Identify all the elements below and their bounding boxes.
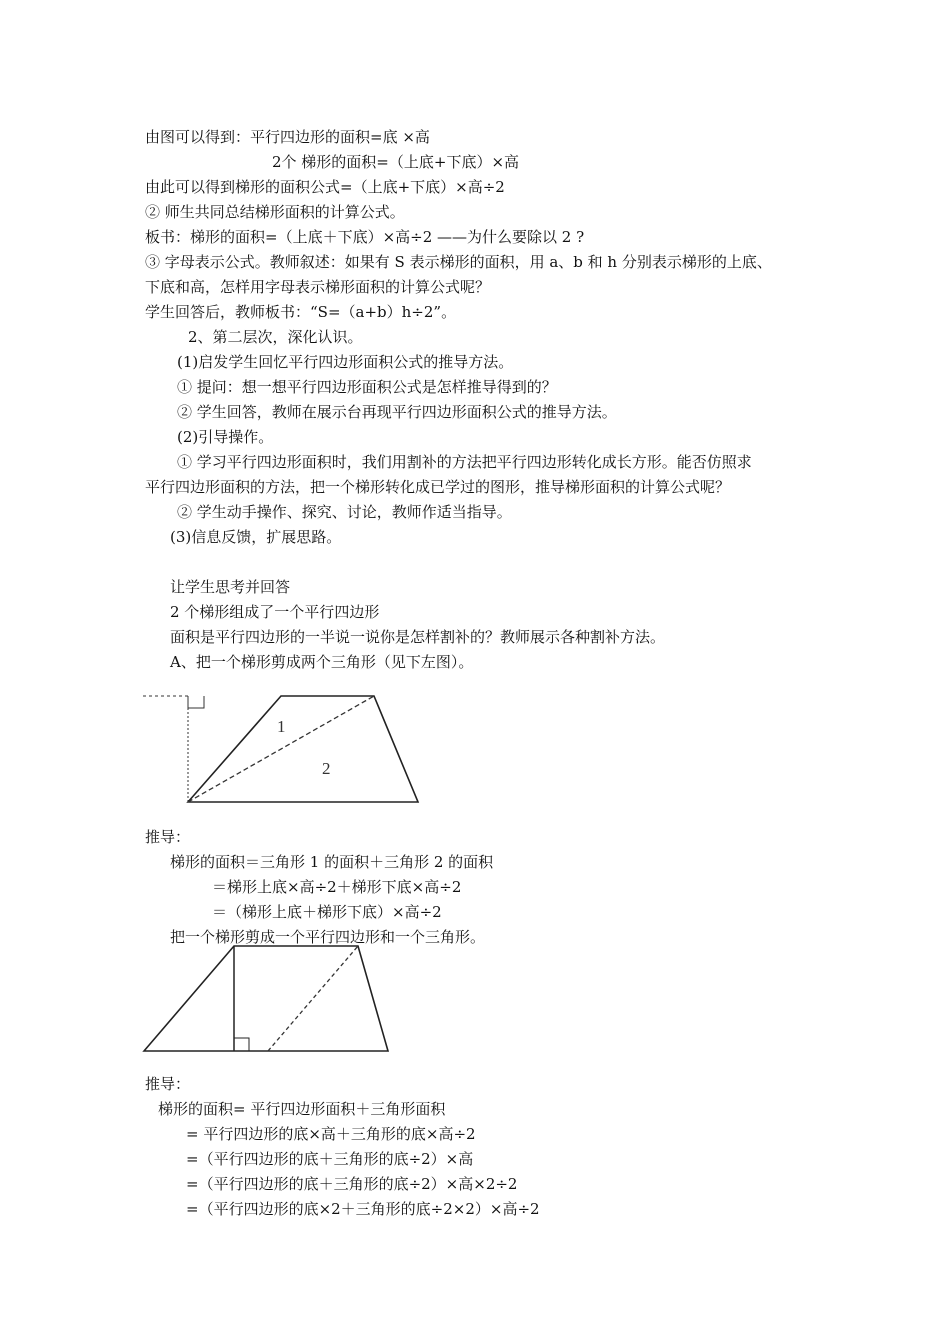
text-line-21: A、把一个梯形剪成两个三角形（见下左图）。 [170,653,474,671]
text-line-1: 由图可以得到：平行四边形的面积=底 ×高 [145,128,430,146]
text-line-16: ② 学生动手操作、探究、讨论，教师作适当指导。 [177,503,512,521]
text-line-24: ＝梯形上底×高÷2＋梯形下底×高÷2 [212,878,462,896]
text-line-29: = 平行四边形的底×高＋三角形的底×高÷2 [186,1125,476,1143]
text-line-3: 由此可以得到梯形的面积公式=（上底+下底）×高÷2 [145,178,505,196]
text-line-4: ② 师生共同总结梯形面积的计算公式。 [145,203,405,221]
text-line-19: 2 个梯形组成了一个平行四边形 [170,603,380,621]
figure-trapezoid-two-triangles [140,690,440,820]
text-line-27: 推导： [145,1075,191,1093]
text-line-20: 面积是平行四边形的一半说一说你是怎样割补的？教师展示各种割补方法。 [170,628,666,646]
text-line-23: 梯形的面积＝三角形 1 的面积＋三角形 2 的面积 [170,853,494,871]
text-line-14: ① 学习平行四边形面积时，我们用割补的方法把平行四边形转化成长方形。能否仿照求 [177,453,752,471]
text-line-30: =（平行四边形的底＋三角形的底÷2）×高 [186,1150,474,1168]
text-line-6: ③ 字母表示公式。教师叙述：如果有 S 表示梯形的面积，用 a、b 和 h 分别表示梯形的上底、 [145,253,772,271]
text-line-25: ＝（梯形上底＋梯形下底）×高÷2 [212,903,442,921]
text-line-22: 推导： [145,828,191,846]
text-line-5: 板书：梯形的面积=（上底＋下底）×高÷2 ——为什么要除以 2 ? [145,228,585,246]
text-line-12: ② 学生回答，教师在展示台再现平行四边形面积公式的推导方法。 [177,403,617,421]
text-line-26: 把一个梯形剪成一个平行四边形和一个三角形。 [170,928,486,946]
text-line-13: (2)引导操作。 [177,428,274,446]
figure-trapezoid-parallelogram-triangle [140,942,400,1052]
text-line-18: 让学生思考并回答 [170,578,291,596]
text-line-10: (1)启发学生回忆平行四边形面积公式的推导方法。 [177,353,514,371]
text-line-32: =（平行四边形的底×2＋三角形的底÷2×2）×高÷2 [186,1200,540,1218]
text-line-9: 2、第二层次，深化认识。 [188,328,363,346]
text-line-7: 下底和高，怎样用字母表示梯形面积的计算公式呢？ [145,278,491,296]
text-line-11: ① 提问：想一想平行四边形面积公式是怎样推导得到的？ [177,378,557,396]
text-line-31: =（平行四边形的底＋三角形的底÷2）×高×2÷2 [186,1175,518,1193]
text-line-8: 学生回答后，教师板书：“S=（a+b）h÷2”。 [145,303,457,321]
text-line-28: 梯形的面积= 平行四边形面积＋三角形面积 [158,1100,446,1118]
text-line-17: (3)信息反馈，扩展思路。 [170,528,342,546]
triangle-label-2: 2 [322,759,331,778]
text-line-2: 2个 梯形的面积=（上底+下底）×高 [272,153,520,171]
text-line-15: 平行四边形面积的方法，把一个梯形转化成已学过的图形，推导梯形面积的计算公式呢？ [145,478,731,496]
triangle-label-1: 1 [277,717,286,736]
